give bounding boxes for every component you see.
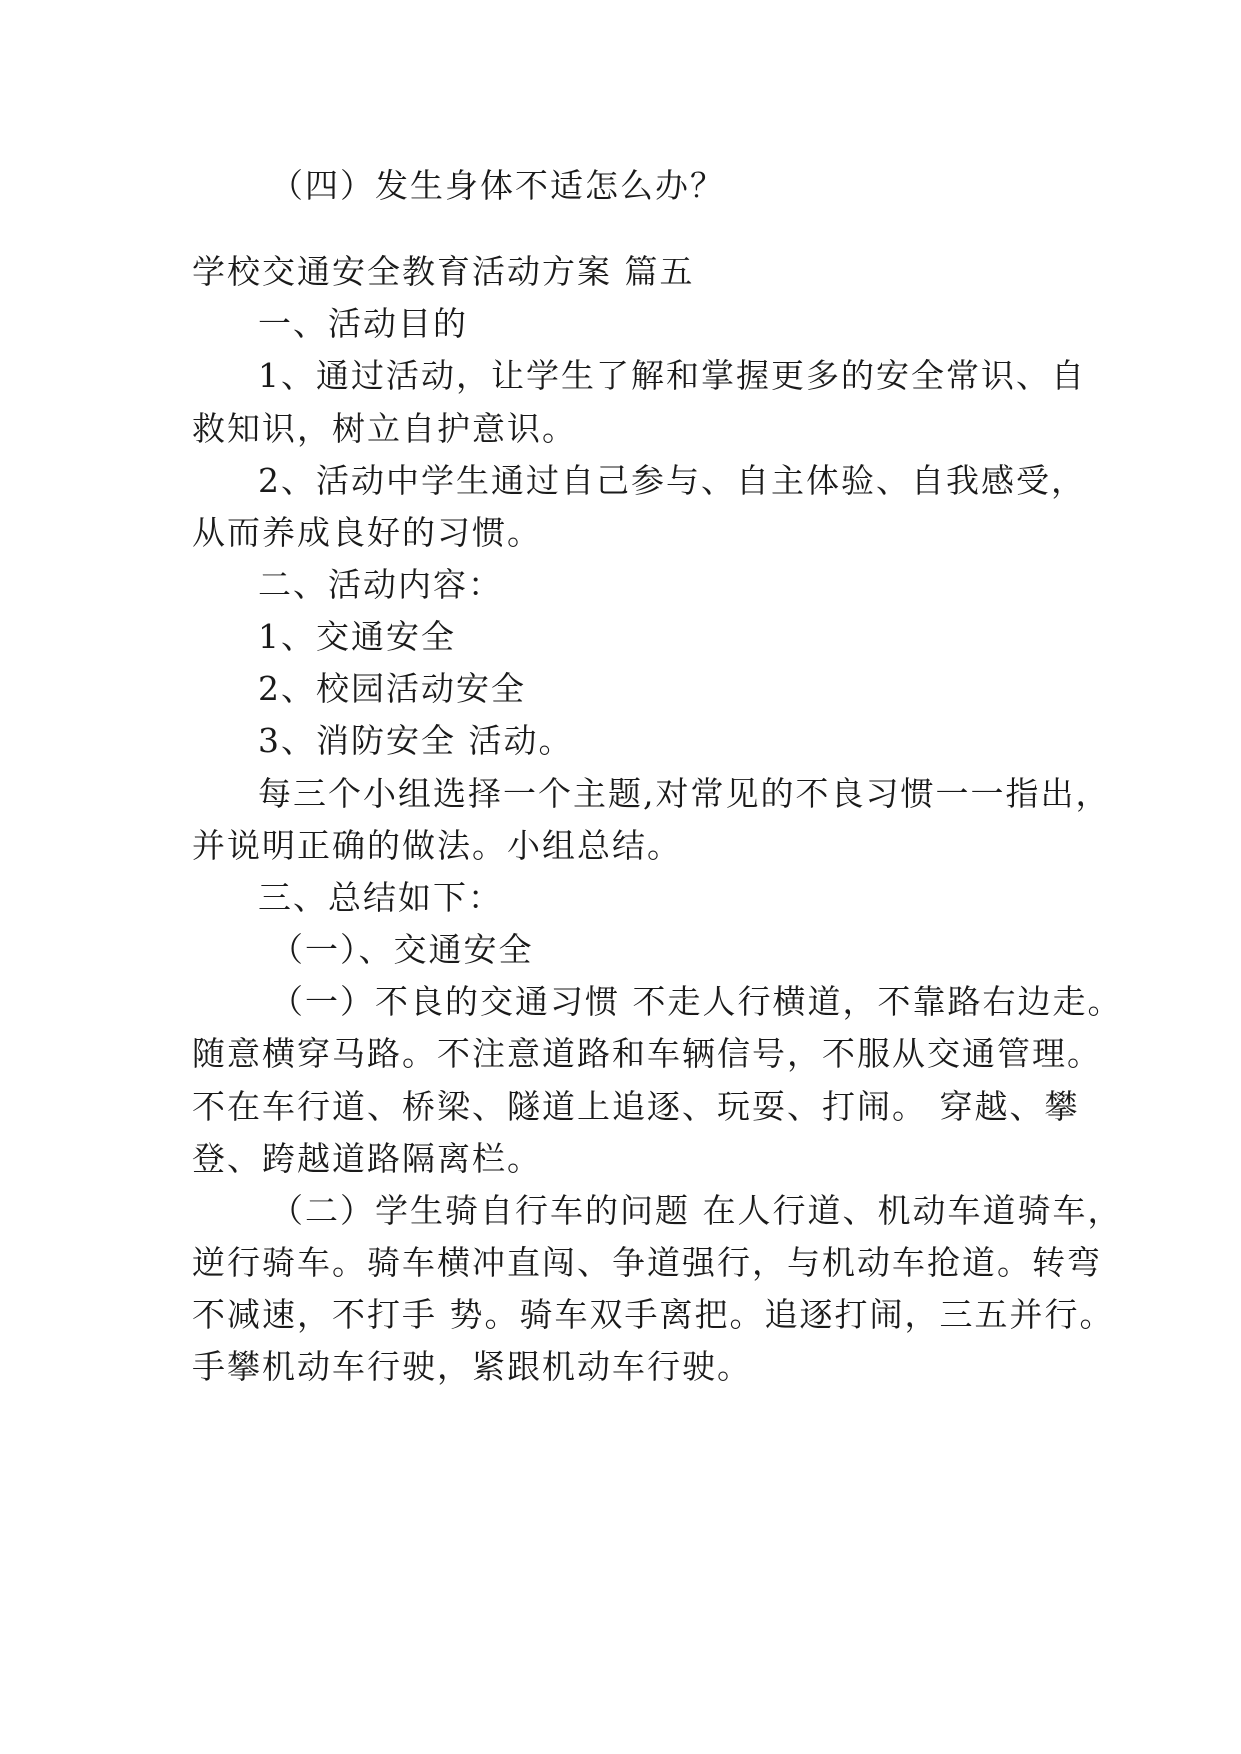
- paragraph-line: 救知识，树立自护意识。: [192, 409, 577, 448]
- list-item: 2、校园活动安全: [258, 669, 526, 708]
- paragraph-line: 不在车行道、桥梁、隧道上追逐、玩耍、打闹。 穿越、攀: [192, 1087, 1080, 1126]
- paragraph-line: 登、跨越道路隔离栏。: [192, 1139, 542, 1178]
- paragraph-line: 随意横穿马路。不注意道路和车辆信号，不服从交通管理。: [192, 1034, 1102, 1073]
- paragraph-line: 并说明正确的做法。小组总结。: [192, 826, 682, 865]
- paragraph-line: 手攀机动车行驶，紧跟机动车行驶。: [192, 1347, 752, 1386]
- paragraph-line: 从而养成良好的习惯。: [192, 513, 542, 552]
- paragraph-line: 2、活动中学生通过自己参与、自主体验、自我感受，: [258, 461, 1086, 500]
- subsection-heading-four: （四）发生身体不适怎么办？: [270, 166, 725, 205]
- paragraph-line: 逆行骑车。骑车横冲直闯、争道强行，与机动车抢道。转弯: [192, 1243, 1102, 1282]
- heading-activity-content: 二、活动内容：: [258, 565, 503, 604]
- list-item: 3、消防安全 活动。: [258, 721, 574, 760]
- list-item: 1、交通安全: [258, 617, 456, 656]
- paragraph-line: 每三个小组选择一个主题,对常见的不良习惯一一指出，: [258, 774, 1111, 813]
- subsection-heading: （一）、交通安全: [270, 930, 534, 969]
- heading-activity-purpose: 一、活动目的: [258, 304, 468, 343]
- paragraph-line: （二）学生骑自行车的问题 在人行道、机动车道骑车，: [270, 1191, 1123, 1230]
- paragraph-line: （一）不良的交通习惯 不走人行横道，不靠路右边走。: [270, 982, 1123, 1021]
- paragraph-line: 不减速，不打手 势。骑车双手离把。追逐打闹，三五并行。: [192, 1295, 1115, 1334]
- paragraph-line: 1、通过活动，让学生了解和掌握更多的安全常识、自: [258, 356, 1086, 395]
- heading-summary: 三、总结如下：: [258, 878, 503, 917]
- section-title: 学校交通安全教育活动方案 篇五: [192, 252, 695, 291]
